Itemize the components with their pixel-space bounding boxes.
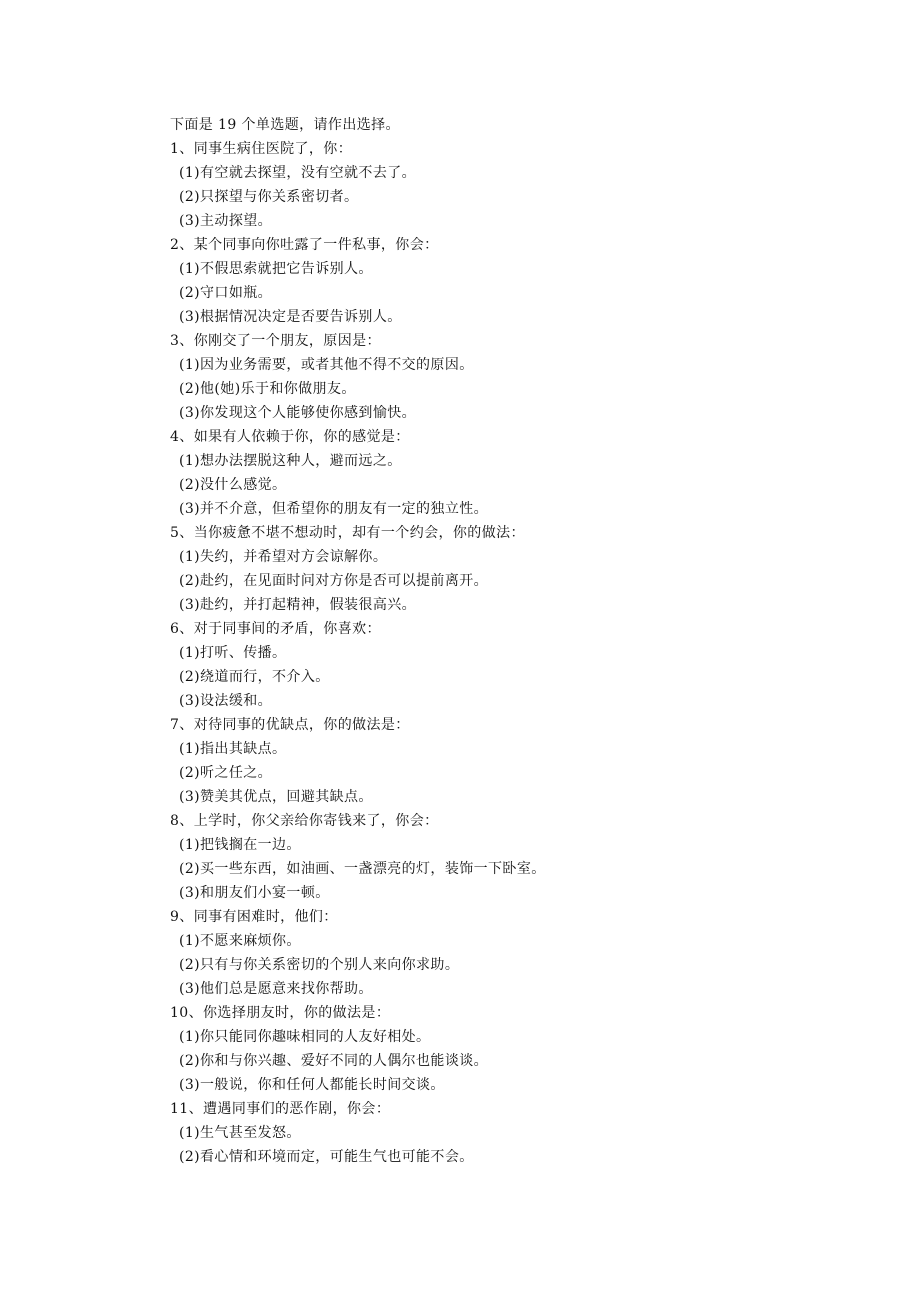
question-5: 5、当你疲惫不堪不想动时，却有一个约会，你的做法： — [170, 525, 525, 541]
question-11: 11、遭遇同事们的恶作剧，你会： — [170, 1101, 391, 1117]
question-8-option-1: (1)把钱搁在一边。 — [179, 837, 301, 853]
question-10-option-2: (2)你和与你兴趣、爱好不同的人偶尔也能谈谈。 — [179, 1053, 489, 1069]
question-10: 10、你选择朋友时，你的做法是： — [170, 1005, 391, 1021]
question-6: 6、对于同事间的矛盾，你喜欢： — [170, 621, 381, 637]
question-6-option-1: (1)打听、传播。 — [179, 645, 287, 661]
question-4-option-2: (2)没什么感觉。 — [179, 477, 287, 493]
question-7-option-1: (1)指出其缺点。 — [179, 741, 287, 757]
question-2-option-1: (1)不假思索就把它告诉别人。 — [179, 261, 373, 277]
question-7: 7、对待同事的优缺点，你的做法是： — [170, 717, 410, 733]
question-3-option-1: (1)因为业务需要，或者其他不得不交的原因。 — [179, 357, 474, 373]
question-list — [170, 137, 850, 1169]
question-7-option-3: (3)赞美其优点，回避其缺点。 — [179, 789, 373, 805]
question-9-option-2: (2)只有与你关系密切的个别人来向你求助。 — [179, 957, 460, 973]
question-5-option-2: (2)赴约，在见面时问对方你是否可以提前离开。 — [179, 573, 489, 589]
question-5-option-3: (3)赴约，并打起精神，假装很高兴。 — [179, 597, 417, 613]
question-10-option-1: (1)你只能同你趣味相同的人友好相处。 — [179, 1029, 431, 1045]
question-9: 9、同事有困难时，他们： — [170, 909, 338, 925]
question-2-option-3: (3)根据情况决定是否要告诉别人。 — [179, 309, 402, 325]
question-4-option-1: (1)想办法摆脱这种人，避而远之。 — [179, 453, 402, 469]
question-4-option-3: (3)并不介意，但希望你的朋友有一定的独立性。 — [179, 501, 489, 517]
question-3-option-3: (3)你发现这个人能够使你感到愉快。 — [179, 405, 417, 421]
question-11-option-2: (2)看心情和环境而定，可能生气也可能不会。 — [179, 1149, 474, 1165]
question-1: 1、同事生病住医院了，你： — [170, 141, 353, 157]
question-7-option-2: (2)听之任之。 — [179, 765, 273, 781]
document-page — [170, 113, 850, 1169]
question-1-option-3: (3)主动探望。 — [179, 213, 273, 229]
question-2-option-2: (2)守口如瓶。 — [179, 285, 273, 301]
question-9-option-1: (1)不愿来麻烦你。 — [179, 933, 301, 949]
question-11-option-1: (1)生气甚至发怒。 — [179, 1125, 301, 1141]
question-8-option-3: (3)和朋友们小宴一顿。 — [179, 885, 330, 901]
question-6-option-2: (2)绕道而行，不介入。 — [179, 669, 330, 685]
question-6-option-3: (3)设法缓和。 — [179, 693, 273, 709]
question-10-option-3: (3)一般说，你和任何人都能长时间交谈。 — [179, 1077, 445, 1093]
question-9-option-3: (3)他们总是愿意来找你帮助。 — [179, 981, 373, 997]
question-3-option-2: (2)他(她)乐于和你做朋友。 — [179, 381, 356, 397]
question-4: 4、如果有人依赖于你，你的感觉是： — [170, 429, 410, 445]
question-8: 8、上学时，你父亲给你寄钱来了，你会： — [170, 813, 439, 829]
question-8-option-2: (2)买一些东西，如油画、一盏漂亮的灯，装饰一下卧室。 — [179, 861, 546, 877]
question-3: 3、你刚交了一个朋友，原因是： — [170, 333, 381, 349]
question-5-option-1: (1)失约，并希望对方会谅解你。 — [179, 549, 388, 565]
question-1-option-1: (1)有空就去探望，没有空就不去了。 — [179, 165, 417, 181]
question-2: 2、某个同事向你吐露了一件私事，你会： — [170, 237, 439, 253]
question-1-option-2: (2)只探望与你关系密切者。 — [179, 189, 359, 205]
intro-text: 下面是 19 个单选题，请作出选择。 — [170, 117, 400, 133]
